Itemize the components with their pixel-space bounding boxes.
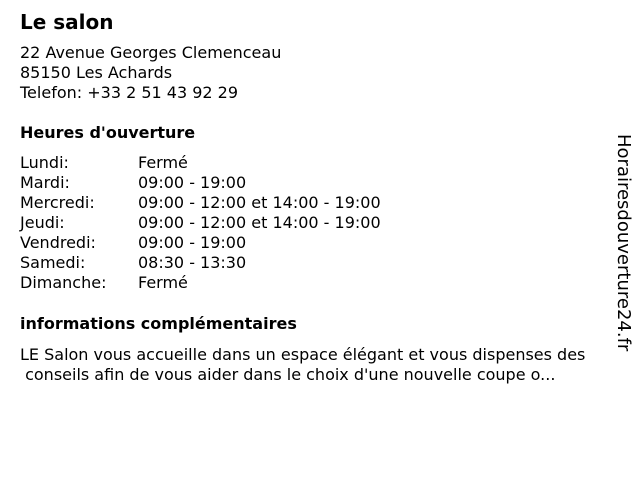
day-label: Vendredi:: [20, 233, 96, 252]
info-description: [20, 345, 620, 385]
hours-row-sunday: [20, 273, 381, 293]
info-heading: informations complémentaires: [20, 314, 297, 333]
day-label: Lundi:: [20, 153, 69, 172]
day-label: Mardi:: [20, 173, 70, 192]
address-street: 22 Avenue Georges Clemenceau: [20, 43, 282, 62]
day-hours: Fermé: [138, 153, 188, 172]
info-line-2: conseils afin de vous aider dans le choix d'une nouvelle coupe o...: [20, 365, 556, 384]
hours-row-tuesday: [20, 173, 381, 193]
hours-list: [20, 153, 381, 293]
hours-heading: Heures d'ouverture: [20, 123, 196, 142]
hours-row-thursday: [20, 213, 381, 233]
hours-row-wednesday: [20, 193, 381, 213]
address-block: [20, 43, 281, 103]
day-hours: 08:30 - 13:30: [138, 253, 247, 272]
day-hours: Fermé: [138, 273, 188, 292]
day-hours: 09:00 - 12:00 et 14:00 - 19:00: [138, 213, 381, 232]
day-hours: 09:00 - 12:00 et 14:00 - 19:00: [138, 193, 381, 212]
day-label: Dimanche:: [20, 273, 107, 292]
day-hours: 09:00 - 19:00: [138, 233, 247, 252]
day-label: Jeudi:: [20, 213, 65, 232]
day-hours: 09:00 - 19:00: [138, 173, 247, 192]
phone-number: Telefon: +33 2 51 43 92 29: [20, 83, 239, 102]
address-city: 85150 Les Achards: [20, 63, 173, 82]
salon-name: Le salon: [20, 10, 114, 34]
day-label: Mercredi:: [20, 193, 95, 212]
hours-row-friday: [20, 233, 381, 253]
site-watermark: Horairesdouverture24.fr: [613, 134, 634, 352]
day-label: Samedi:: [20, 253, 86, 272]
hours-row-saturday: [20, 253, 381, 273]
info-line-1: LE Salon vous accueille dans un espace élégant et vous dispenses des: [20, 345, 586, 364]
hours-row-monday: [20, 153, 381, 173]
